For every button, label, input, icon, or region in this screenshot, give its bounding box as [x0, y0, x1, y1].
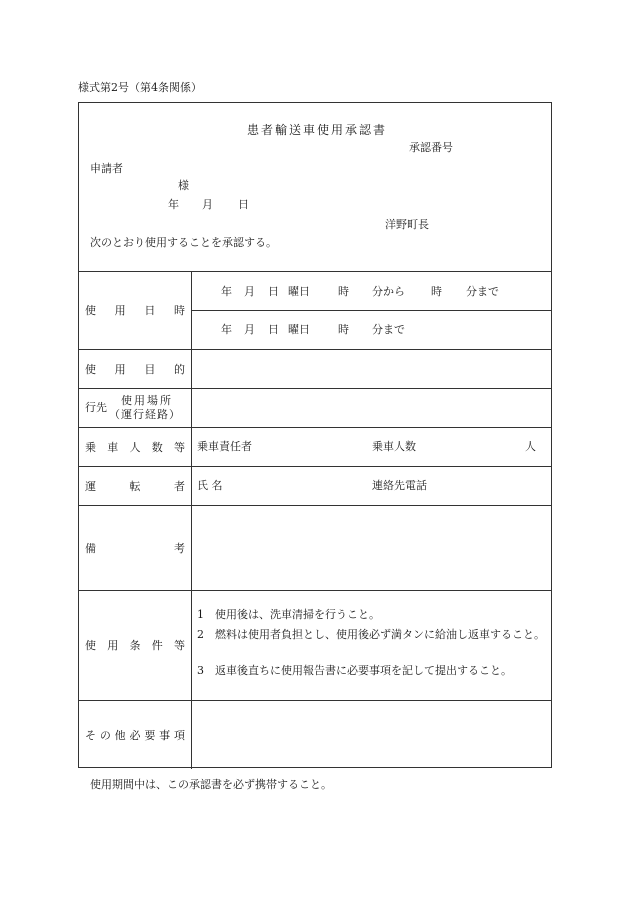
destination-label: 行先 使用場所 （運行経路）	[85, 394, 181, 421]
usage-datetime-label: 使 用 日 時	[85, 304, 185, 317]
remarks-field[interactable]	[192, 506, 552, 590]
form-number: 様式第2号（第4条関係）	[78, 81, 202, 94]
date-day: 日	[238, 198, 249, 211]
date-month: 月	[202, 198, 213, 211]
remarks-label: 備 考	[85, 541, 185, 555]
driver-label: 運 転 者	[85, 479, 185, 493]
approval-number-label: 承認番号	[409, 141, 453, 154]
footer-note: 使用期間中は、この承認書を必ず携帯すること。	[90, 778, 332, 791]
approval-statement: 次のとおり使用することを承認する。	[90, 236, 277, 249]
conditions-label: 使 用 条 件 等	[85, 639, 185, 652]
other-field[interactable]	[192, 701, 552, 768]
condition-item: 1 使用後は、洗車清掃を行うこと。	[197, 608, 380, 621]
other-label: そ の 他 必 要 事 項	[85, 728, 185, 742]
driver-contact-label: 連絡先電話	[372, 479, 427, 492]
destination-field[interactable]	[192, 389, 552, 427]
responsible-person-label: 乗車責任者	[197, 440, 252, 453]
passenger-unit: 人	[525, 440, 536, 453]
date-year: 年	[168, 198, 179, 211]
certificate-title: 患者輸送車使用承認書	[247, 123, 388, 137]
condition-item: 3 返車後直ちに使用報告書に必要事項を記して提出すること。	[197, 664, 512, 677]
passenger-count-label: 乗車人数	[372, 440, 416, 453]
passengers-label: 乗 車 人 数 等	[85, 440, 185, 454]
purpose-field[interactable]	[192, 350, 552, 388]
approval-form: 患者輸送車使用承認書 承認番号 申請者 様 年 月 日 洋野町長 次のとおり使用することを承認する。 使 用 日 時 年 月 日 曜日 時 分から 時 分まで 年 月 日 曜日 時 分まで 使 用 目 的 行先 使用場所 （運行経路） 乗 車 人 数 等 乗車責任者 乗車人数 人 運 転 者 氏 名 連絡先電話 備 考 使 用 条 件 等 1 使用後は、洗車清掃を行うこと。 2 燃料は使用者負担とし、使用後必ず満タンに給油し返車すること。 3 返車後直ちに使用報告書に必要事項を記して提出すること。 そ の 他 必 要 事 項	[78, 102, 552, 768]
honorific-sama: 様	[178, 179, 189, 192]
issuer-name: 洋野町長	[385, 218, 429, 231]
driver-name-label: 氏 名	[197, 479, 223, 492]
applicant-label: 申請者	[90, 162, 123, 175]
condition-item: 2 燃料は使用者負担とし、使用後必ず満タンに給油し返車すること。	[197, 628, 545, 641]
purpose-label: 使 用 目 的	[85, 362, 185, 376]
